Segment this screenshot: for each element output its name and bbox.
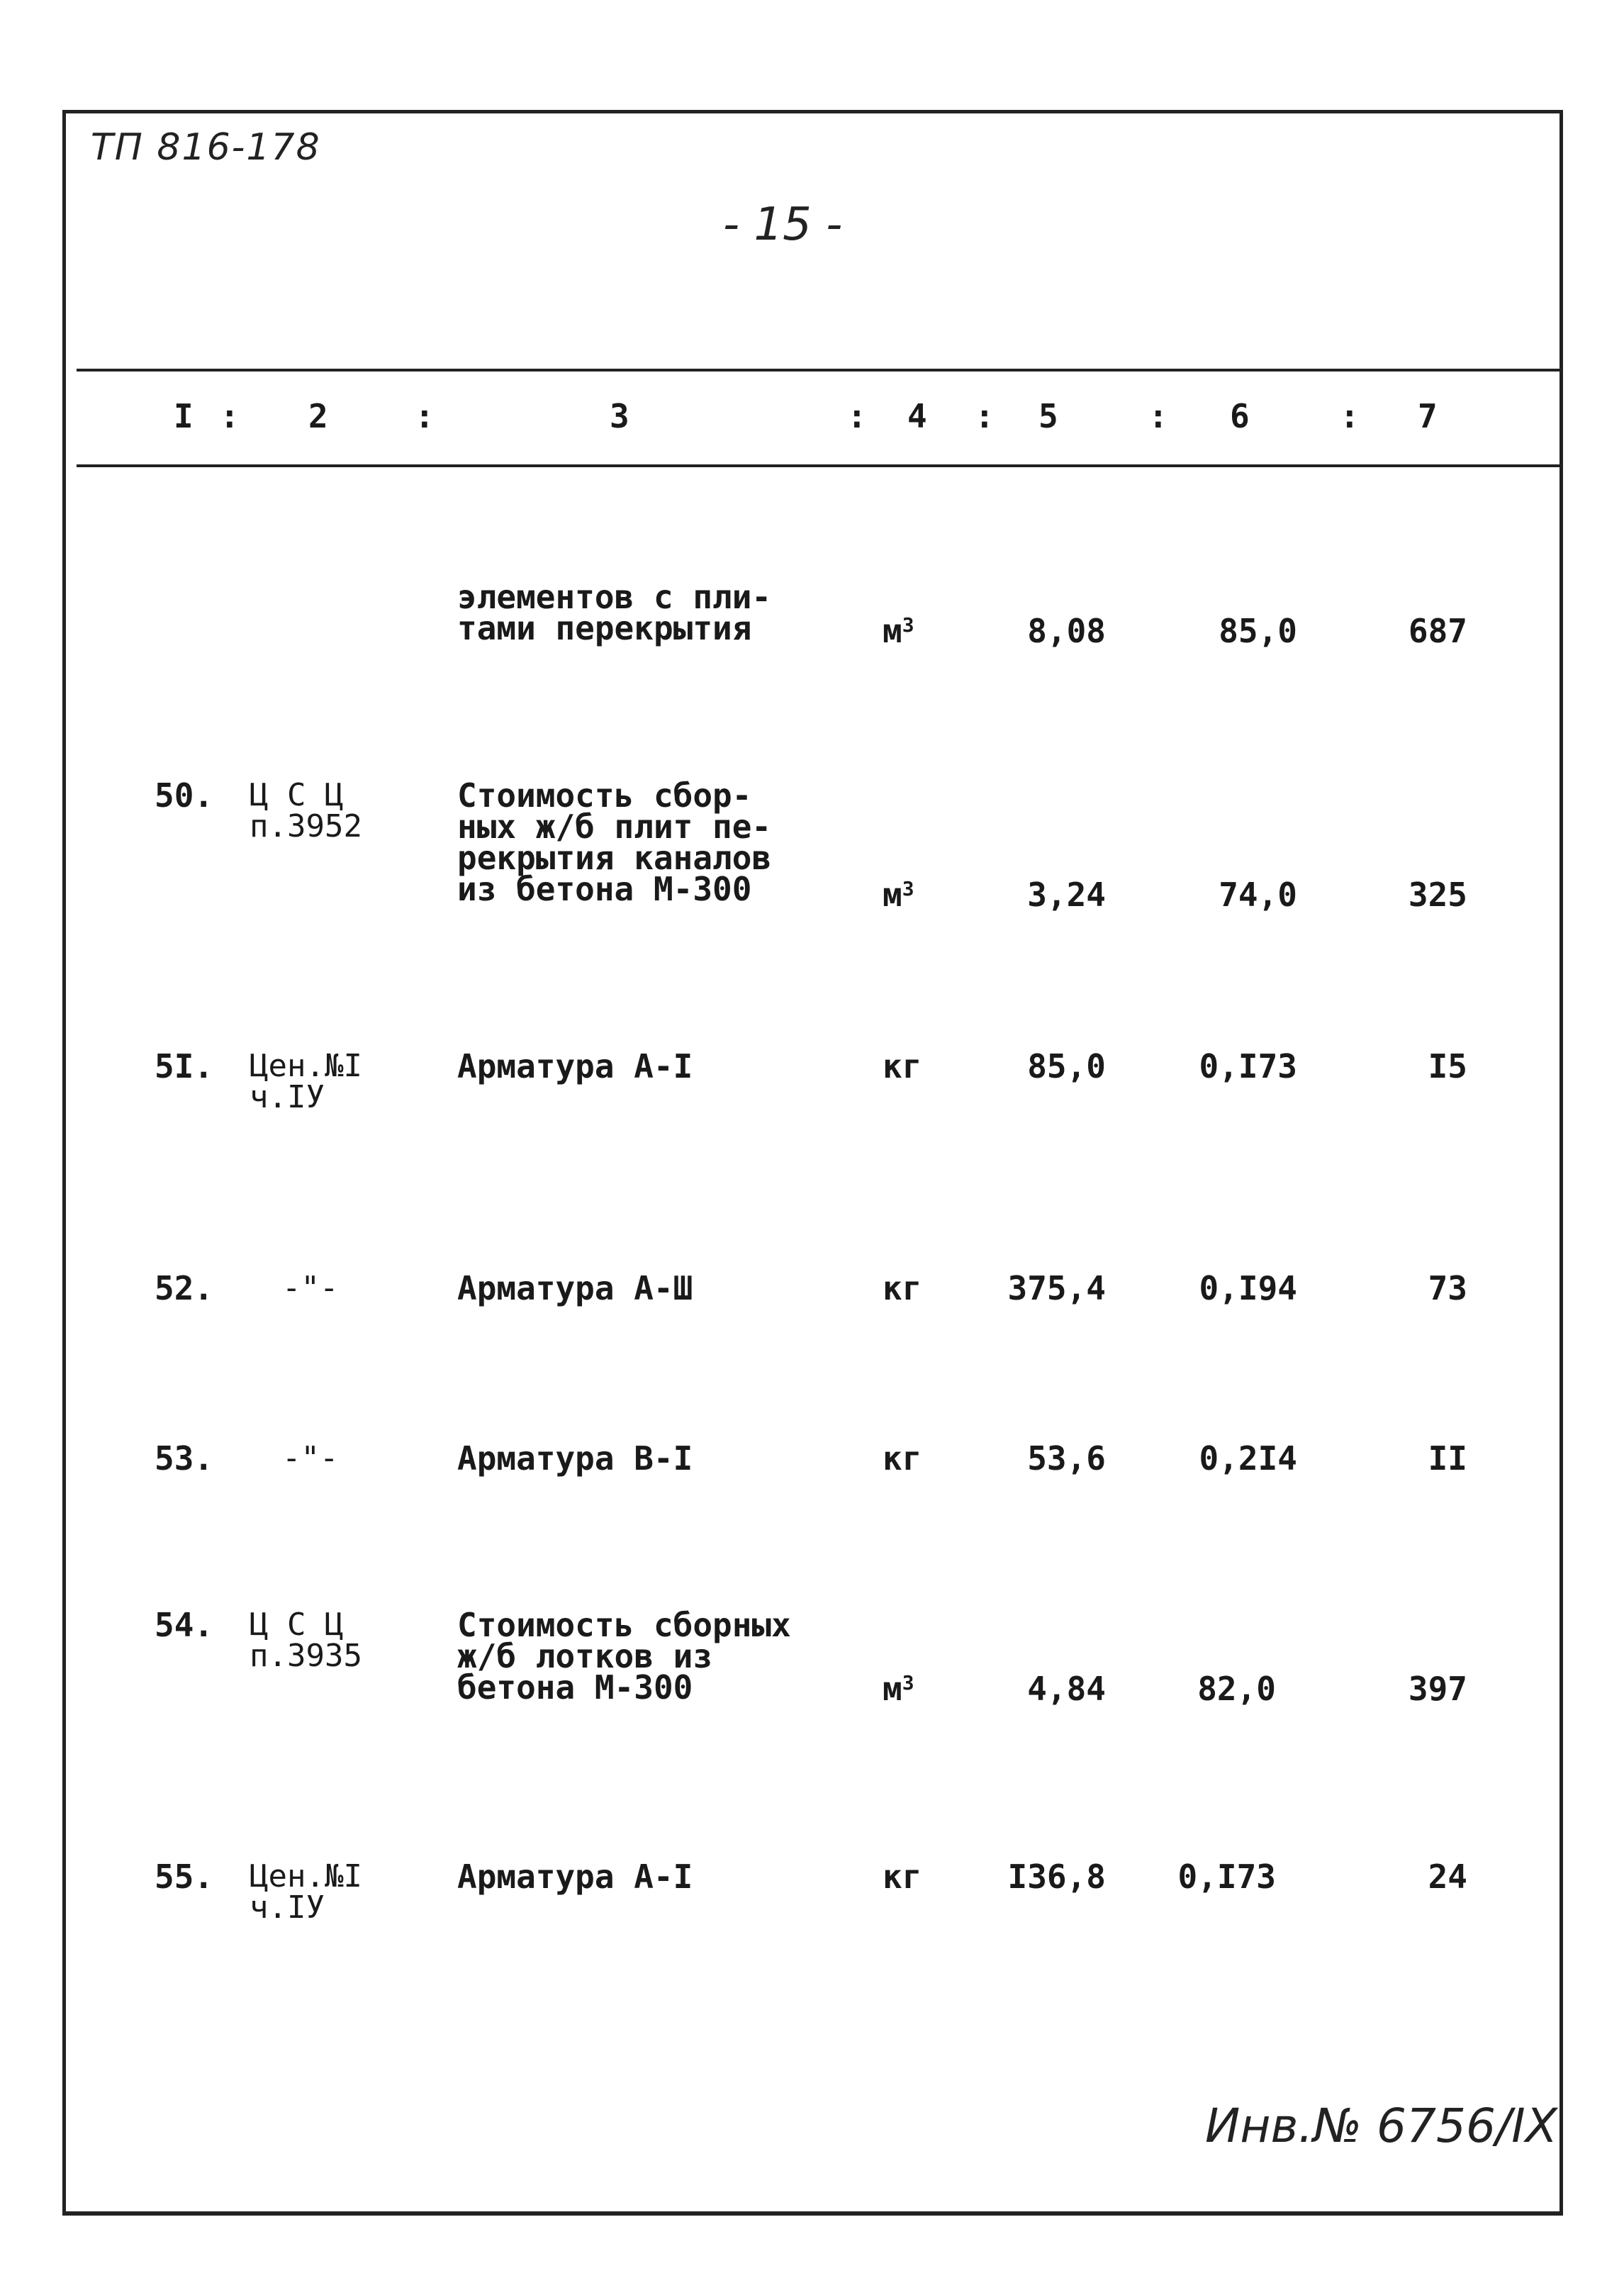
column-separator: : (847, 397, 867, 435)
row-number: 54. (155, 1606, 214, 1644)
row-number: 53. (155, 1439, 214, 1478)
row-total: 687 (1408, 612, 1467, 650)
column-header-6: 6 (1230, 397, 1250, 435)
column-header-5: 5 (1038, 397, 1058, 435)
row-quantity: 375,4 (1007, 1269, 1106, 1307)
column-separator: : (1148, 397, 1168, 435)
column-header-3: 3 (610, 397, 629, 435)
row-unit: кг (883, 1439, 922, 1478)
row-name: Стоимость сборных ж/б лотков из бетона М-300 (457, 1606, 791, 1707)
row-name: Арматура А-I (457, 1047, 693, 1085)
inventory-number: Инв.№ 6756/IХ (1205, 2099, 1557, 2153)
row-unit: $м^3$ (883, 612, 914, 650)
column-header-2: 2 (308, 397, 328, 435)
row-price: 0,I94 (1199, 1269, 1297, 1307)
column-header-7: 7 (1418, 397, 1438, 435)
row-price: 0,I73 (1199, 1047, 1297, 1085)
row-reference: Ц С Ц п.3952 (250, 777, 362, 844)
header-top-rule (77, 369, 1563, 372)
row-name: Арматура А-I (457, 1858, 693, 1896)
row-unit: $м^3$ (883, 876, 914, 914)
row-reference: Цен.№I ч.IУ (250, 1048, 362, 1115)
row-quantity: 85,0 (1027, 1047, 1106, 1085)
row-price: 0,I73 (1177, 1858, 1276, 1896)
row-price: 0,2I4 (1199, 1439, 1297, 1478)
row-reference: -"- (282, 1270, 339, 1306)
row-total: 397 (1408, 1670, 1467, 1708)
row-number: 52. (155, 1269, 214, 1307)
column-header-4: 4 (907, 397, 927, 435)
row-price: 85,0 (1219, 612, 1297, 650)
page-number: - 15 - (723, 199, 843, 251)
row-name: элементов с пли- тами перекрытия (457, 578, 772, 647)
column-header-1: I (174, 397, 194, 435)
row-unit: кг (883, 1858, 922, 1896)
row-unit: кг (883, 1047, 922, 1085)
row-quantity: 3,24 (1027, 876, 1106, 914)
column-separator: : (220, 397, 240, 435)
row-number: 5I. (155, 1047, 214, 1085)
column-separator: : (975, 397, 995, 435)
row-quantity: 4,84 (1027, 1670, 1106, 1708)
row-reference: Ц С Ц п.3935 (250, 1607, 362, 1674)
row-number: 50. (155, 776, 214, 815)
row-total: I5 (1428, 1047, 1467, 1085)
document-code: ТП 816-178 (91, 126, 321, 169)
row-total: II (1428, 1439, 1467, 1478)
column-separator: : (415, 397, 435, 435)
header-bottom-rule (77, 464, 1563, 467)
row-total: 73 (1428, 1269, 1467, 1307)
row-number: 55. (155, 1858, 214, 1896)
row-reference: Цен.№I ч.IУ (250, 1858, 362, 1926)
row-reference: -"- (282, 1440, 339, 1476)
row-price: 82,0 (1197, 1670, 1276, 1708)
row-price: 74,0 (1219, 876, 1297, 914)
row-name: Стоимость сбор- ных ж/б плит пе- рекрытия каналов из бетона М-300 (457, 776, 772, 908)
row-total: 24 (1428, 1858, 1467, 1896)
row-unit: $м^3$ (883, 1670, 914, 1708)
row-quantity: 53,6 (1027, 1439, 1106, 1478)
row-name: Арматура В-I (457, 1439, 693, 1478)
row-name: Арматура А-Ш (457, 1269, 693, 1307)
row-quantity: I36,8 (1007, 1858, 1106, 1896)
row-unit: кг (883, 1269, 922, 1307)
column-separator: : (1340, 397, 1360, 435)
row-total: 325 (1408, 876, 1467, 914)
row-quantity: 8,08 (1027, 612, 1106, 650)
